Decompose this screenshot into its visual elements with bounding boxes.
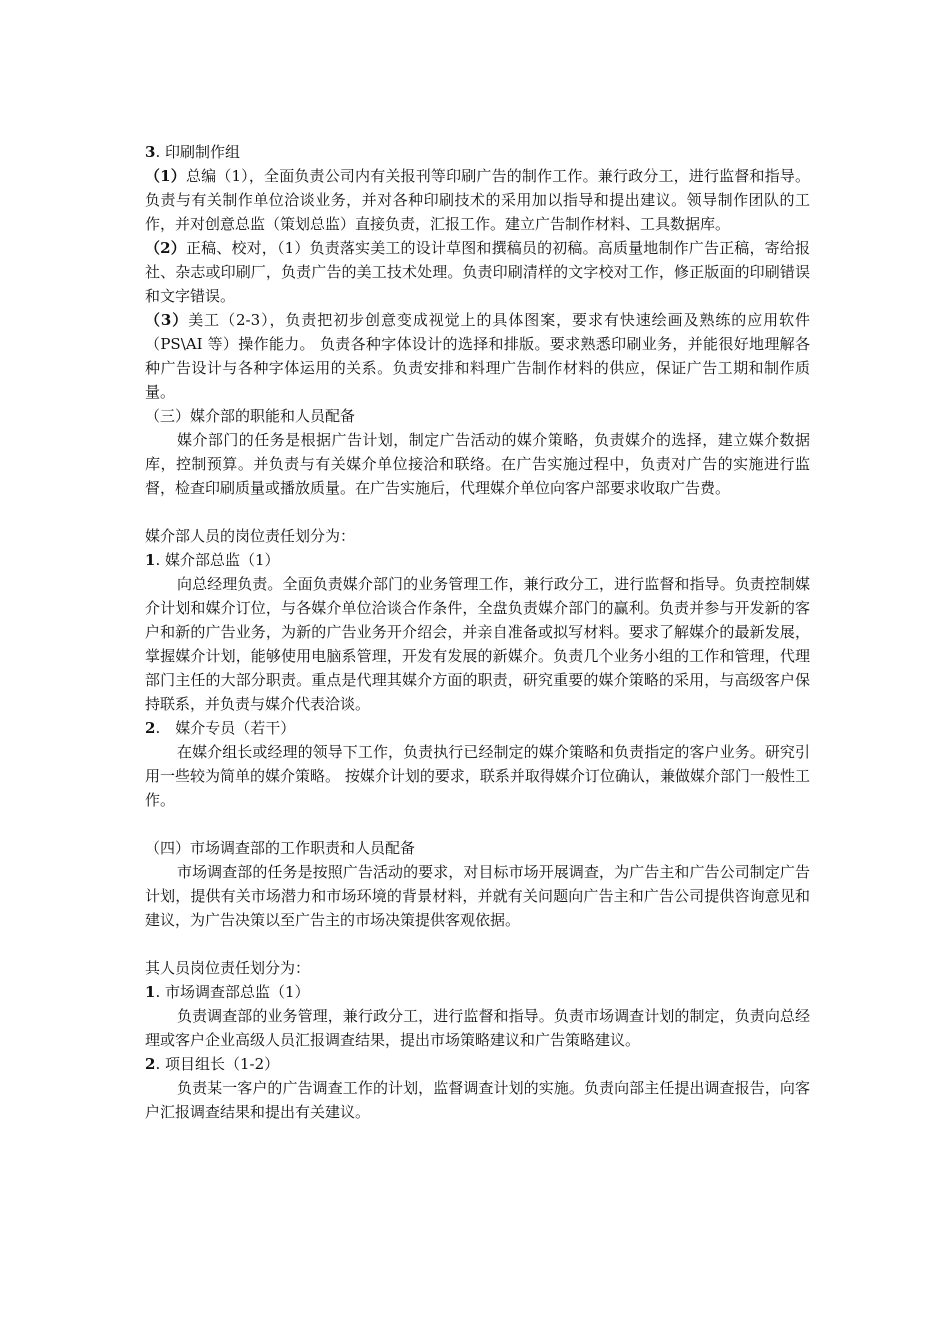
role-heading-media-director bbox=[145, 548, 810, 572]
blank-line bbox=[145, 812, 810, 836]
section-number: 3 bbox=[145, 143, 156, 161]
role-title: . 媒介部总监（1） bbox=[155, 551, 280, 569]
blank-line bbox=[145, 500, 810, 524]
paragraph-proofreading bbox=[145, 236, 810, 308]
paragraph-media-director: 向总经理负责。全面负责媒介部门的业务管理工作，兼行政分工，进行监督和指导。负责控制媒介计划和媒介订位，与各媒介单位洽谈合作条件，全盘负责媒介部门的赢利。负责并参与开发新的客户和新的广告业务，为新的广告业务开介绍会，并亲自准备或拟写材料。要求了解媒介的最新发展，掌握媒介计划，能够使用电脑系管理，开发有发展的新媒介。负责几个业务小组的工作和管理，代理部门主任的大部分职责。重点是代理其媒介方面的职责，研究重要的媒介策略的采用，与高级客户保持联系，并负责与媒介代表洽谈。 bbox=[145, 575, 810, 713]
role-title: . 项目组长（1-2） bbox=[155, 1055, 280, 1073]
section-title: . 印刷制作组 bbox=[155, 143, 240, 161]
role-number: 2 bbox=[145, 719, 156, 737]
item-number: （3） bbox=[145, 311, 189, 329]
role-number: 2 bbox=[145, 1055, 156, 1073]
paragraph-artist bbox=[145, 308, 810, 404]
paragraph-media-intro: 媒介部门的任务是根据广告计划，制定广告活动的媒介策略，负责媒介的选择，建立媒介数据库，控制预算。并负责与有关媒介单位接洽和联络。在广告实施过程中，负责对广告的实施进行监督，检查印刷质量或播放质量。在广告实施后，代理媒介单位向客户部要求收取广告费。 bbox=[145, 431, 810, 497]
role-title: . 媒介专员（若干） bbox=[155, 719, 296, 737]
section-heading-printing bbox=[145, 140, 810, 164]
paragraph-project-leader: 负责某一客户的广告调查工作的计划，监督调查计划的实施。负责向部主任提出调查报告，向客户汇报调查结果和提出有关建议。 bbox=[145, 1079, 810, 1121]
role-number: 1 bbox=[145, 551, 156, 569]
document-page bbox=[145, 140, 810, 1124]
item-text: 正稿、校对，（1）负责落实美工的设计草图和撰稿员的初稿。高质量地制作广告正稿，寄给报社、杂志或印刷厂，负责广告的美工技术处理。负责印刷清样的文字校对工作，修正版面的印刷错误和文字错误。 bbox=[145, 239, 810, 305]
item-text: 美工（2-3），负责把初步创意变成视觉上的具体图案，要求有快速绘画及熟练的应用软件（PS\AI 等）操作能力。 负责各种字体设计的选择和排版。要求熟悉印刷业务，并能很好地理解各种广告设计与各种字体运用的关系。负责安排和料理广告制作材料的供应，保证广告工期和制作质量。 bbox=[145, 311, 810, 401]
item-text: 总编（1），全面负责公司内有关报刊等印刷广告的制作工作。兼行政分工，进行监督和指导。负责与有关制作单位洽谈业务，并对各种印刷技术的采用加以指导和提出建议。领导制作团队的工作，并对创意总监（策划总监）直接负责，汇报工作。建立广告制作材料、工具数据库。 bbox=[145, 167, 810, 233]
section-heading-media: （三）媒介部的职能和人员配备 bbox=[145, 407, 356, 425]
blank-line bbox=[145, 932, 810, 956]
role-heading-media-specialist bbox=[145, 716, 810, 740]
paragraph-media-specialist: 在媒介组长或经理的领导下工作，负责执行已经制定的媒介策略和负责指定的客户业务。研究引用一些较为简单的媒介策略。 按媒介计划的要求，联系并取得媒介订位确认，兼做媒介部门一般性工作。 bbox=[145, 743, 810, 809]
role-heading-research-director bbox=[145, 980, 810, 1004]
paragraph-research-director: 负责调查部的业务管理，兼行政分工，进行监督和指导。负责市场调查计划的制定，负责向总经理或客户企业高级人员汇报调查结果，提出市场策略建议和广告策略建议。 bbox=[145, 1007, 810, 1049]
item-number: （1） bbox=[145, 167, 186, 185]
paragraph-research-intro: 市场调查部的任务是按照广告活动的要求，对目标市场开展调查，为广告主和广告公司制定广告计划，提供有关市场潜力和市场环境的背景材料，并就有关问题向广告主和广告公司提供咨询意见和建议，为广告决策以至广告主的市场决策提供客观依据。 bbox=[145, 863, 810, 929]
role-heading-project-leader bbox=[145, 1052, 810, 1076]
paragraph-media-roles: 媒介部人员的岗位责任划分为： bbox=[145, 527, 356, 545]
paragraph-editor bbox=[145, 164, 810, 236]
item-number: （2） bbox=[145, 239, 186, 257]
section-heading-research: （四）市场调查部的工作职责和人员配备 bbox=[145, 839, 416, 857]
role-number: 1 bbox=[145, 983, 156, 1001]
paragraph-research-roles: 其人员岗位责任划分为： bbox=[145, 959, 311, 977]
role-title: . 市场调查部总监（1） bbox=[155, 983, 310, 1001]
